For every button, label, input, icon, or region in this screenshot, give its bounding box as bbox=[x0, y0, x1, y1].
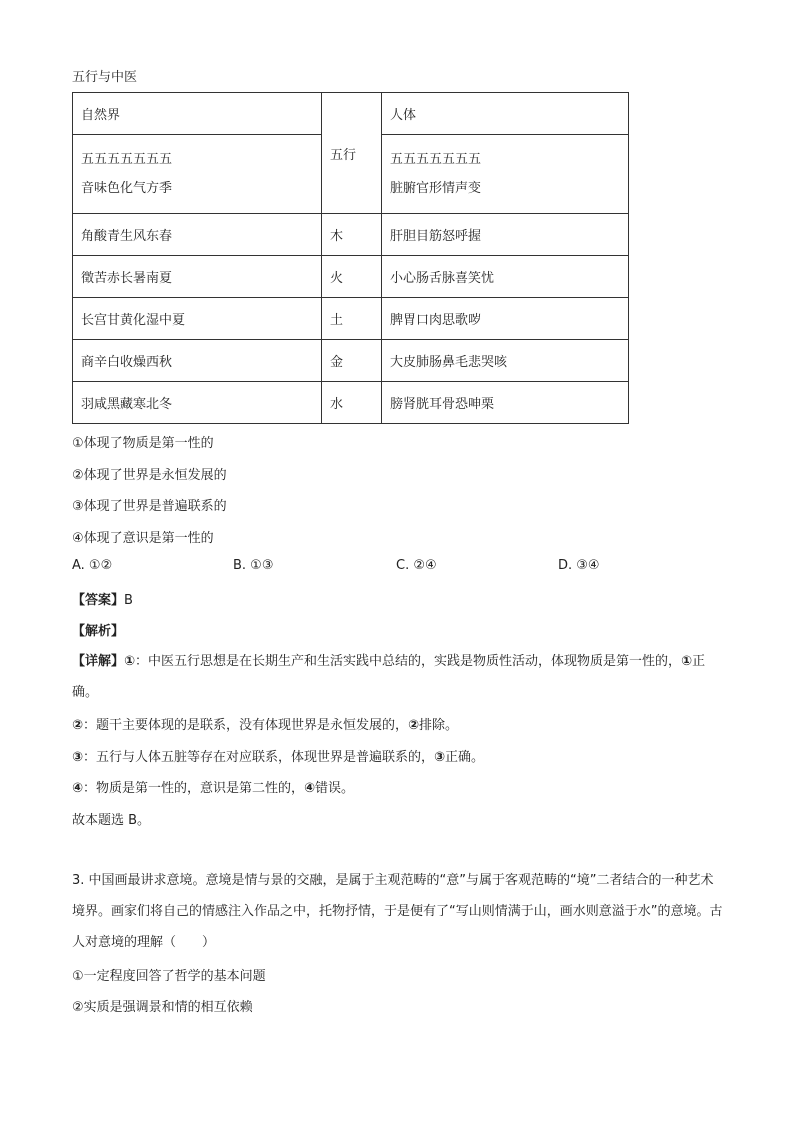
cell-nature: 长宫甘黄化湿中夏 bbox=[73, 298, 322, 340]
human-categories-cell bbox=[382, 135, 629, 214]
detail-text: ：物质是第一性的，意识是第二性的， bbox=[83, 781, 305, 796]
human-categories-line1: 五五五五五五五 bbox=[390, 152, 482, 167]
cell-element: 火 bbox=[322, 256, 382, 298]
human-categories-line2: 脏腑官形情声变 bbox=[390, 181, 482, 196]
detail-paragraph-1 bbox=[72, 646, 724, 708]
detail-end: 排除。 bbox=[419, 718, 459, 733]
detail-end-mark: ③ bbox=[434, 750, 446, 765]
detail-paragraph-3 bbox=[72, 746, 484, 765]
answer-value: B bbox=[124, 593, 133, 608]
cell-element: 水 bbox=[322, 382, 382, 424]
statement-1: ①体现了物质是第一性的 bbox=[72, 436, 214, 451]
cell-human: 膀肾胱耳骨恐呻栗 bbox=[382, 382, 629, 424]
question-3-option-1: ①一定程度回答了哲学的基本问题 bbox=[72, 969, 266, 984]
cell-nature: 徵苦赤长暑南夏 bbox=[73, 256, 322, 298]
answer-line bbox=[72, 589, 133, 608]
wuxing-table bbox=[72, 92, 629, 424]
detail-mark: ④ bbox=[72, 781, 84, 796]
section-title: 五行与中医 bbox=[72, 70, 138, 85]
option-b: B. ①③ bbox=[233, 558, 274, 573]
cell-nature: 角酸青生风东春 bbox=[73, 214, 322, 256]
analysis-label bbox=[72, 620, 124, 639]
conclusion: 故本题选 B。 bbox=[72, 813, 151, 828]
statement-4: ④体现了意识是第一性的 bbox=[72, 531, 214, 546]
detail-end: 正确。 bbox=[72, 654, 706, 700]
detail-label: 【详解】 bbox=[72, 654, 125, 669]
header-human: 人体 bbox=[382, 93, 629, 135]
header-nature: 自然界 bbox=[73, 93, 322, 135]
nature-categories-line2: 音味色化气方季 bbox=[81, 181, 173, 196]
detail-end: 正确。 bbox=[445, 750, 485, 765]
option-a: A. ①② bbox=[72, 558, 113, 573]
detail-mark: ② bbox=[72, 718, 84, 733]
detail-end-mark: ② bbox=[408, 718, 420, 733]
table-row bbox=[73, 256, 629, 298]
option-c: C. ②④ bbox=[396, 558, 437, 573]
detail-mark: ① bbox=[124, 654, 136, 669]
detail-end-mark: ④ bbox=[304, 781, 316, 796]
detail-paragraph-2 bbox=[72, 714, 458, 733]
detail-mark: ③ bbox=[72, 750, 84, 765]
option-d: D. ③④ bbox=[558, 558, 600, 573]
table-row bbox=[73, 382, 629, 424]
question-3-stem: 3. 中国画最讲求意境。意境是情与景的交融，是属于主观范畴的“意”与属于客观范畴的“境”二者结合的一种艺术境界。画家们将自己的情感注入作品之中，托物抒情，于是便有了“写山则情满于山，画水则意溢于水”的意境。古人对意境的理解（ ） bbox=[72, 873, 723, 950]
statement-3: ③体现了世界是普遍联系的 bbox=[72, 499, 227, 514]
detail-text: ：题干主要体现的是联系，没有体现世界是永恒发展的， bbox=[83, 718, 409, 733]
detail-text: ：五行与人体五脏等存在对应联系，体现世界是普遍联系的， bbox=[83, 750, 435, 765]
table-header-row bbox=[73, 93, 629, 135]
cell-human: 小心肠舌脉喜笑忧 bbox=[382, 256, 629, 298]
cell-human: 肝胆目筋怒呼握 bbox=[382, 214, 629, 256]
nature-categories-line1: 五五五五五五五 bbox=[81, 152, 173, 167]
cell-nature: 羽咸黑藏寒北冬 bbox=[73, 382, 322, 424]
cell-nature: 商辛白收燥西秋 bbox=[73, 340, 322, 382]
cell-element: 土 bbox=[322, 298, 382, 340]
cell-element: 木 bbox=[322, 214, 382, 256]
answer-label: 【答案】 bbox=[72, 593, 125, 608]
cell-element: 金 bbox=[322, 340, 382, 382]
cell-human: 脾胃口肉思歌哕 bbox=[382, 298, 629, 340]
detail-end: 错误。 bbox=[315, 781, 355, 796]
detail-paragraph-4 bbox=[72, 777, 354, 796]
statement-2: ②体现了世界是永恒发展的 bbox=[72, 468, 227, 483]
analysis-label-text: 【解析】 bbox=[72, 624, 125, 639]
detail-text: ：中医五行思想是在长期生产和生活实践中总结的，实践是物质性活动，体现物质是第一性的， bbox=[135, 654, 682, 669]
nature-categories-cell bbox=[73, 135, 322, 214]
cell-human: 大皮肺肠鼻毛悲哭咳 bbox=[382, 340, 629, 382]
detail-end-mark: ① bbox=[681, 654, 693, 669]
table-row bbox=[73, 340, 629, 382]
question-3-option-2: ②实质是强调景和情的相互依赖 bbox=[72, 1000, 253, 1015]
table-row bbox=[73, 214, 629, 256]
header-wuxing: 五行 bbox=[322, 93, 382, 214]
table-row bbox=[73, 298, 629, 340]
